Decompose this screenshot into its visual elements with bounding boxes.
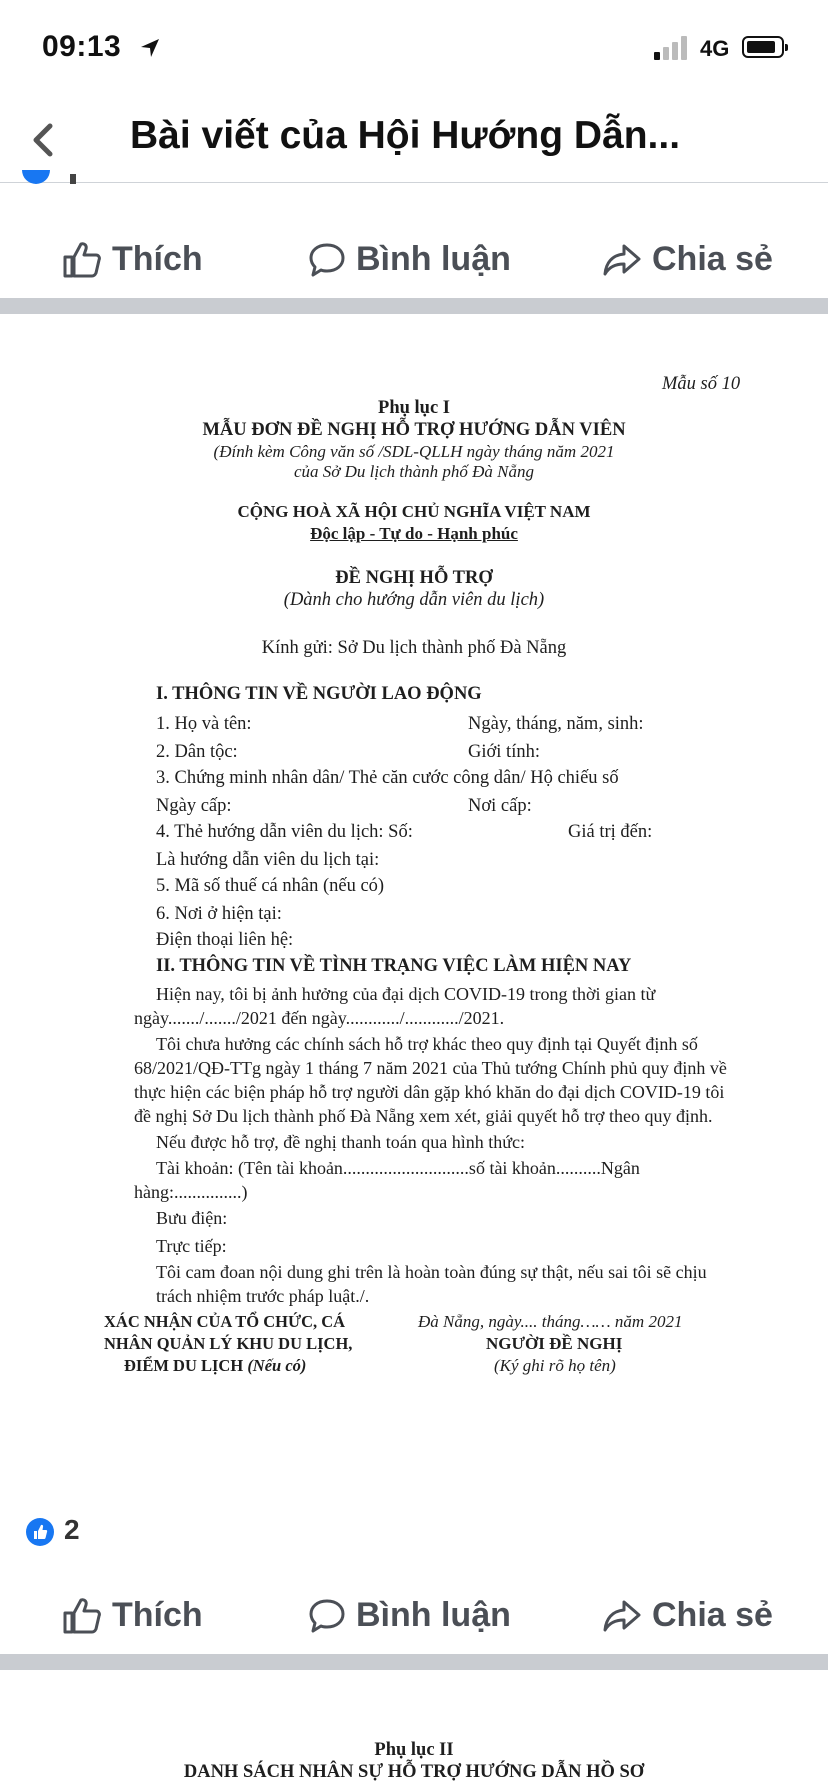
- motto: Độc lập - Tự do - Hạnh phúc: [310, 524, 518, 543]
- share-button[interactable]: [602, 240, 773, 279]
- location-arrow-icon: [138, 36, 162, 60]
- nation-heading: CỘNG HOÀ XÃ HỘI CHỦ NGHĨA VIỆT NAM: [237, 502, 591, 521]
- reaction-count[interactable]: 2: [64, 1514, 80, 1545]
- next-appendix-label: Phụ lục II: [374, 1740, 454, 1760]
- paragraph-2c: thực hiện các biện pháp hỗ trợ người dân gặp khó khăn do đại dịch COVID-19 tôi: [134, 1082, 725, 1102]
- paragraph-2d: đề nghị Sở Du lịch thành phố Đà Nẵng xem xét, giải quyết hỗ trợ theo quy định.: [134, 1106, 713, 1126]
- field-ethnicity: 2. Dân tộc:: [156, 742, 238, 762]
- signature-right-date: Đà Nẵng, ngày.... tháng…… năm 2021: [418, 1312, 683, 1331]
- share-arrow-icon: [602, 242, 642, 278]
- request-title: ĐỀ NGHỊ HỖ TRỢ: [335, 568, 493, 588]
- comment-button[interactable]: [308, 1596, 511, 1635]
- signal-strength-icon: [654, 36, 692, 60]
- field-tax-code: 5. Mã số thuế cá nhân (nếu có): [156, 876, 385, 896]
- thumbs-up-icon: [62, 1597, 102, 1635]
- comment-button[interactable]: [308, 240, 511, 279]
- share-label: Chia sẻ: [652, 240, 773, 278]
- signature-left-3-italic: (Nếu có): [247, 1356, 307, 1375]
- paragraph-6: Trực tiếp:: [156, 1236, 227, 1256]
- header-divider: [0, 182, 828, 183]
- like-label: Thích: [112, 240, 203, 278]
- like-button[interactable]: [62, 1596, 203, 1635]
- battery-icon: [742, 36, 784, 58]
- paragraph-5: Bưu điện:: [156, 1208, 228, 1228]
- section-separator: [0, 1654, 828, 1670]
- paragraph-7a: Tôi cam đoan nội dung ghi trên là hoàn toàn đúng sự thật, nếu sai tôi sẽ chịu: [156, 1262, 707, 1282]
- paragraph-4a: Tài khoản: (Tên tài khoản............................số tài khoản..........Ngân: [156, 1158, 640, 1178]
- attach-line-2: của Sở Du lịch thành phố Đà Nẵng: [294, 462, 534, 481]
- signature-left-2: NHÂN QUẢN LÝ KHU DU LỊCH,: [104, 1334, 353, 1353]
- paragraph-7b: trách nhiệm trước pháp luật./.: [156, 1286, 370, 1306]
- paragraph-2b: 68/2021/QĐ-TTg ngày 1 tháng 7 năm 2021 của Thủ tướng Chính phủ quy định về: [134, 1058, 727, 1078]
- field-address: 6. Nơi ở hiện tại:: [156, 904, 282, 924]
- field-name: 1. Họ và tên:: [156, 714, 252, 734]
- comment-bubble-icon: [308, 1597, 346, 1635]
- next-document-title: DANH SÁCH NHÂN SỰ HỖ TRỢ HƯỚNG DẪN HỒ SƠ: [183, 1762, 645, 1782]
- network-type: 4G: [700, 36, 730, 61]
- like-label: Thích: [112, 1596, 203, 1634]
- section-2-heading: II. THÔNG TIN VỀ TÌNH TRẠNG VIỆC LÀM HIỆN NAY: [156, 956, 632, 976]
- thumbs-up-icon: [26, 1518, 54, 1546]
- like-button[interactable]: [62, 240, 203, 279]
- thumbs-up-icon: [62, 241, 102, 279]
- paragraph-1b: ngày......./......./2021 đến ngày............/............/2021.: [134, 1008, 505, 1028]
- paragraph-1a: Hiện nay, tôi bị ảnh hưởng của đại dịch COVID-19 trong thời gian từ: [156, 984, 656, 1004]
- field-gender: Giới tính:: [468, 742, 540, 762]
- appendix-label: Phụ lục I: [378, 398, 450, 418]
- share-label: Chia sẻ: [652, 1596, 773, 1634]
- paragraph-3: Nếu được hỗ trợ, đề nghị thanh toán qua hình thức:: [156, 1132, 525, 1152]
- signature-right-title: NGƯỜI ĐỀ NGHỊ: [486, 1334, 623, 1353]
- field-guide-at: Là hướng dẫn viên du lịch tại:: [156, 850, 380, 870]
- form-number: Mẫu số 10: [662, 374, 741, 394]
- field-dob: Ngày, tháng, năm, sinh:: [468, 714, 644, 734]
- page-title: Bài viết của Hội Hướng Dẫn...: [130, 114, 681, 157]
- section-1-heading: I. THÔNG TIN VỀ NGƯỜI LAO ĐỘNG: [156, 684, 482, 704]
- share-button[interactable]: [602, 1596, 773, 1635]
- status-time: 09:13: [42, 30, 122, 63]
- request-subtitle: (Dành cho hướng dẫn viên du lịch): [283, 590, 545, 610]
- comment-label: Bình luận: [356, 240, 511, 278]
- field-phone: Điện thoại liên hệ:: [156, 930, 294, 950]
- field-id: 3. Chứng minh nhân dân/ Thẻ căn cước công dân/ Hộ chiếu số: [156, 768, 619, 788]
- field-issue-place: Nơi cấp:: [468, 796, 532, 816]
- attach-line-1: (Đính kèm Công văn số /SDL-QLLH ngày tháng năm 2021: [213, 442, 615, 461]
- paragraph-4b: hàng:...............): [134, 1182, 248, 1202]
- signature-left-3: [124, 1356, 306, 1376]
- paragraph-2a: Tôi chưa hưởng các chính sách hỗ trợ khác theo quy định tại Quyết định số: [156, 1034, 698, 1054]
- section-separator: [0, 298, 828, 314]
- signature-right-note: (Ký ghi rõ họ tên): [494, 1356, 616, 1375]
- comment-label: Bình luận: [356, 1596, 511, 1634]
- field-valid-until: Giá trị đến:: [568, 822, 653, 842]
- reaction-count-partial: [70, 174, 76, 184]
- signature-left-3-bold: ĐIỂM DU LỊCH: [124, 1356, 244, 1375]
- share-arrow-icon: [602, 1598, 642, 1634]
- recipient: Kính gửi: Sở Du lịch thành phố Đà Nẵng: [261, 638, 567, 658]
- form-title: MẪU ĐƠN ĐỀ NGHỊ HỖ TRỢ HƯỚNG DẪN VIÊN: [202, 420, 626, 440]
- like-reaction-icon[interactable]: [26, 1518, 54, 1546]
- field-issue-date: Ngày cấp:: [156, 796, 232, 816]
- back-chevron-icon[interactable]: [26, 120, 60, 160]
- comment-bubble-icon: [308, 241, 346, 279]
- field-guide-card: 4. Thẻ hướng dẫn viên du lịch: Số:: [156, 822, 413, 842]
- signature-left-1: XÁC NHẬN CỦA TỔ CHỨC, CÁ: [104, 1312, 346, 1331]
